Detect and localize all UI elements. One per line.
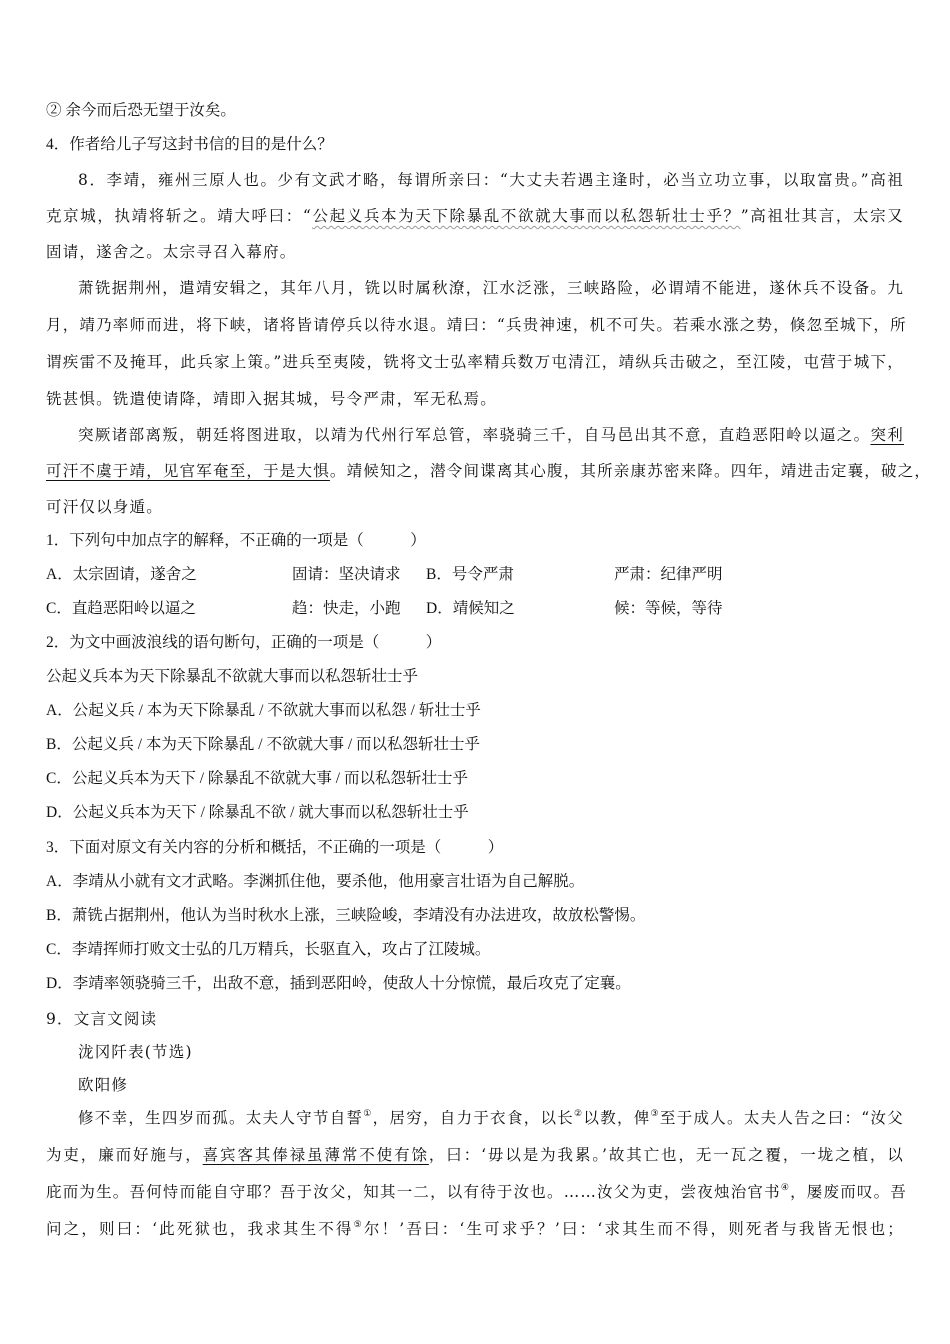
q9-underlined-sentence: 喜宾客其俸禄虽薄常不使有馀 [202,1146,429,1164]
q8-sub1-option-a: A．太宗固请，遂舍之 [46,566,197,583]
footnote-marker-1: ① [363,1109,373,1119]
q8-p1-line2 [46,206,904,226]
q9-line4 [46,1219,904,1239]
prev-answer-item-2: ② 余今而后恐无望于汝矣。 [46,102,236,119]
q8-p1-line3: 固请，遂舍之。太宗寻召入幕府。 [46,243,297,261]
q8-sub1-option-b-note: 严肃：纪律严明 [614,566,723,583]
q8-sub3-stem: 3．下面对原文有关内容的分析和概括，不正确的一项是（ ） [46,839,504,856]
q8-sub3-option-c: C．李靖挥师打败文士弘的几万精兵，长驱直入，攻占了江陵城。 [46,941,491,958]
q8-p2-line4: 铣甚惧。铣遣使请降，靖即入据其城，号令严肃，军无私焉。 [46,390,497,408]
q8-p2-line1: 萧铣据荆州，遣靖安辑之，其年八月，铣以时属秋潦，江水泛涨，三峡路险，必谓靖不能进，遂休兵不设备。九 [78,279,904,297]
q9-line2-a: 为吏，廉而好施与， [46,1146,203,1164]
q8-sub1-stem: 1．下列句中加点字的解释，不正确的一项是（ ） [46,532,426,549]
footnote-marker-2: ② [574,1109,584,1119]
footnote-marker-3: ③ [650,1109,660,1119]
q9-line3 [46,1182,907,1202]
q8-p2-line2: 月，靖乃率师而进，将下峡，诸将皆请停兵以待水退。靖曰：“兵贵神速，机不可失。若乘水涨之势，倏忽至城下，所 [46,316,907,334]
question-9-heading: 9．文言文阅读 [46,1010,158,1028]
q9-line1-b: ，居穷，自力于衣食，以长 [372,1109,575,1127]
q8-p3-line1 [78,425,904,445]
q8-sub2-option-d: D．公起义兵本为天下 / 除暴乱不欲 / 就大事而以私怨斩壮士乎 [46,804,469,821]
q9-line1-d: 至于成人。太夫人告之曰：“汝父 [659,1109,904,1127]
q8-p1-line1: 8．李靖，雍州三原人也。少有文武才略，每谓所亲曰：“大丈夫若遇主逢时，必当立功立事，以取富贵。”高祖 [78,171,904,189]
q8-sub2-option-a: A．公起义兵 / 本为天下除暴乱 / 不欲就大事而以私怨 / 斩壮士乎 [46,702,481,719]
q8-sub1-option-b: B．号令严肃 [426,566,514,583]
q9-line1-c: 以教，俾 [583,1109,651,1127]
q8-p1-line2-pre: 克京城，执靖将斩之。靖大呼曰：“ [46,207,313,225]
underlined-sentence-end: 可汗不虞于靖，见官军奄至，于是大惧 [46,462,330,480]
q8-sub1-option-a-note: 固请：坚决请求 [292,566,401,583]
underlined-sentence-start: 突利 [870,426,904,444]
footnote-marker-4: ④ [780,1183,791,1193]
q9-line1-a: 修不幸，生四岁而孤。太夫人守节自誓 [78,1109,364,1127]
q8-sub2-stem: 2．为文中画波浪线的语句断句，正确的一项是（ ） [46,634,442,651]
q8-p3-line2 [46,461,932,481]
footnote-marker-5: ⑤ [353,1220,364,1230]
q8-p3-line1-pre: 突厥诸部离叛，朝廷将图进取，以靖为代州行军总管，率骁骑三千，自马邑出其不意，直趋恶阳岭以逼之。 [78,426,871,444]
q8-sub1-option-c: C．直趋恶阳岭以逼之 [46,600,196,617]
q9-line2-b: ，曰：‘毋以是为我累。’故其亡也，无一瓦之覆，一垅之植，以 [428,1146,904,1164]
q8-p3-line3: 可汗仅以身遁。 [46,498,163,516]
q8-sub1-option-d: D．靖候知之 [426,600,515,617]
q8-p2-line3: 谓疾雷不及掩耳，此兵家上策。”进兵至夷陵，铣将文士弘率精兵数万屯清江，靖纵兵击破之，至江陵，屯营于城下， [46,353,904,371]
q9-line2 [46,1145,904,1165]
q8-p3-line2-post: 。靖候知之，潜令间谍离其心腹，其所亲康苏密来降。四年，靖进击定襄，破之， [329,462,932,480]
wavy-underlined-sentence: 公起义兵本为天下除暴乱不欲就大事而以私怨斩壮士乎？ [312,207,741,225]
q8-sub3-option-b: B．萧铣占据荆州，他认为当时秋水上涨，三峡险峻，李靖没有办法进攻，故放松警惕。 [46,907,646,924]
question-4-stem: 4．作者给儿子写这封书信的目的是什么？ [46,136,333,153]
q8-sub2-sentence: 公起义兵本为天下除暴乱不欲就大事而以私怨斩壮士乎 [46,668,419,685]
q8-sub3-option-d: D．李靖率领骁骑三千，出敌不意，插到恶阳岭，使敌人十分惊慌，最后攻克了定襄。 [46,975,631,992]
q9-line4-a: 问之，则曰：‘此死狱也，我求其生不得 [46,1220,354,1238]
q9-line3-a: 庇而为生。吾何恃而能自守耶？吾于汝父，知其一二，以有待于汝也。……汝父为吏，尝夜烛治官书 [46,1183,781,1201]
q8-p1-line2-post: ”高祖壮其言，太宗又 [740,207,904,225]
q9-line3-b: ，屡废而叹。吾 [790,1183,907,1201]
q9-passage-author: 欧阳修 [78,1076,129,1094]
q8-sub2-option-b: B．公起义兵 / 本为天下除暴乱 / 不欲就大事 / 而以私怨斩壮士乎 [46,736,481,753]
q9-line1 [78,1108,904,1128]
q8-sub2-option-c: C．公起义兵本为天下 / 除暴乱不欲就大事 / 而以私怨斩壮士乎 [46,770,468,787]
q8-sub3-option-a: A．李靖从小就有文才武略。李渊抓住他，要杀他，他用豪言壮语为自己解脱。 [46,873,585,890]
q9-line4-b: 尔！’吾曰：‘生可求乎？’曰：‘求其生而不得，则死者与我皆无恨也； [363,1220,904,1238]
q9-passage-title: 泷冈阡表(节选) [78,1043,193,1061]
q8-sub1-option-d-note: 候：等候，等待 [614,600,723,617]
q8-sub1-option-c-note: 趋：快走，小跑 [292,600,401,617]
